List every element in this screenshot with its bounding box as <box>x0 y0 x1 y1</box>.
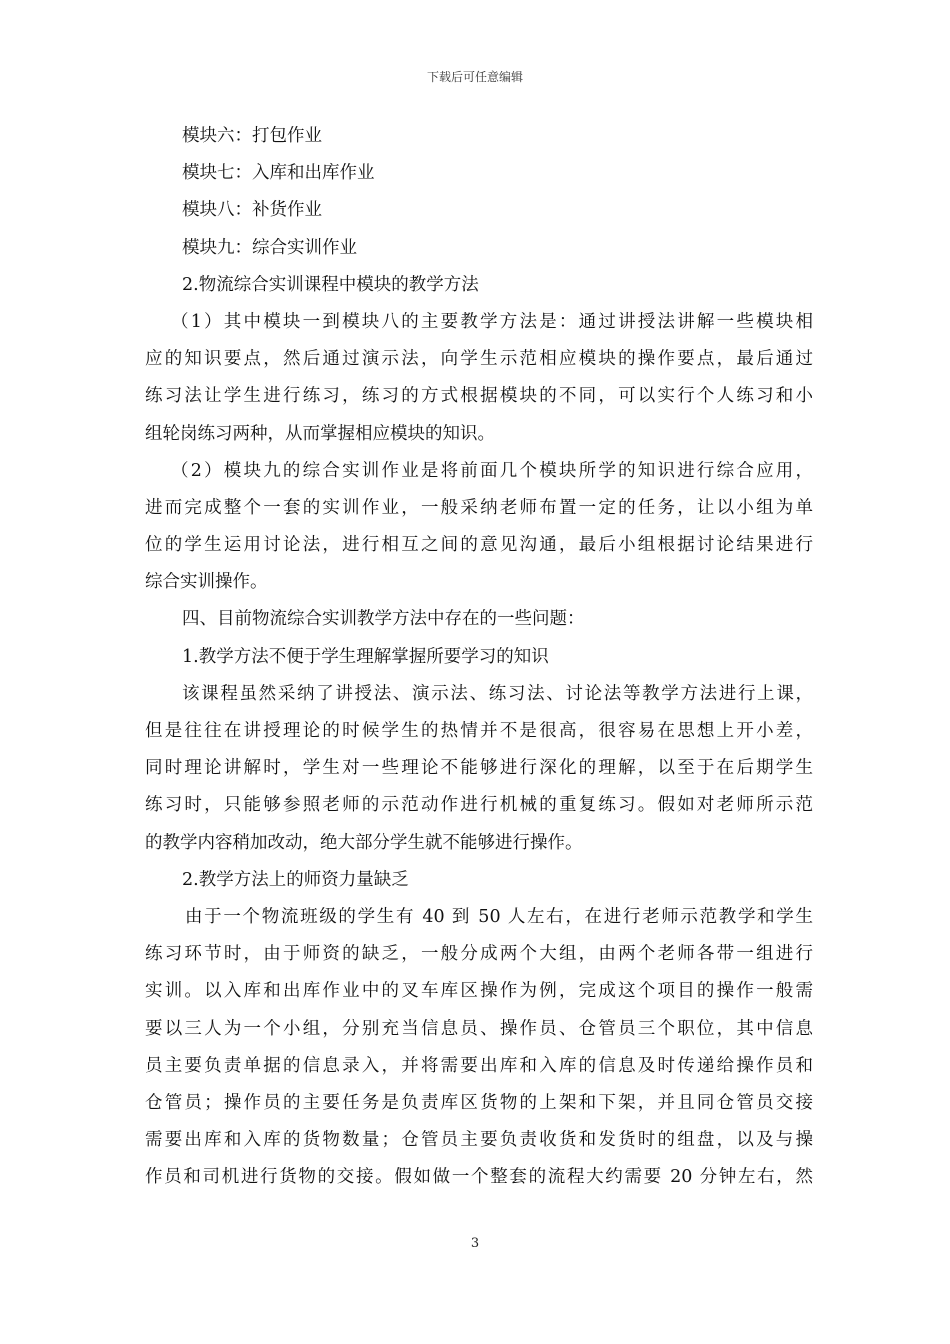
page-number: 3 <box>470 1236 480 1251</box>
page-header: 下载后可任意编辑 <box>426 70 523 84</box>
paragraph-line: 作员和司机进行货物的交接。假如做一个整套的流程大约需要 20 分钟左右，然 <box>145 1167 813 1188</box>
section-heading: 2.物流综合实训课程中模块的教学方法 <box>182 274 479 295</box>
paragraph-line: 练习环节时，由于师资的缺乏，一般分成两个大组，由两个老师各带一组进行 <box>145 944 813 965</box>
paragraph-line: 应的知识要点，然后通过演示法，向学生示范相应模块的操作要点，最后通过 <box>145 349 813 370</box>
paragraph-line: 但是往往在讲授理论的时候学生的热情并不是很高，很容易在思想上开小差， <box>145 721 813 741</box>
paragraph-line: 组轮岗练习两种，从而掌握相应模块的知识。 <box>145 423 495 444</box>
paragraph-line: 模块九：综合实训作业 <box>182 237 357 258</box>
paragraph-line: 练习时，只能够参照老师的示范动作进行机械的重复练习。假如对老师所示范 <box>145 795 813 816</box>
paragraph-line: 位的学生运用讨论法，进行相互之间的意见沟通，最后小组根据讨论结果进行 <box>145 535 813 556</box>
section-heading: 2.教学方法上的师资力量缺乏 <box>182 869 409 890</box>
document-body <box>145 118 813 1196</box>
paragraph-line: 进而完成整个一套的实训作业，一般采纳老师布置一定的任务，让以小组为单 <box>145 497 813 518</box>
paragraph-line: 仓管员；操作员的主要任务是负责库区货物的上架和下架，并且同仓管员交接 <box>145 1092 813 1113</box>
paragraph-line: 要以三人为一个小组，分别充当信息员、操作员、仓管员三个职位，其中信息 <box>145 1018 813 1039</box>
paragraph-line: 模块八：补货作业 <box>182 200 322 221</box>
paragraph-line: 练习法让学生进行练习，练习的方式根据模块的不同，可以实行个人练习和小 <box>145 386 813 407</box>
paragraph-line: 同时理论讲解时，学生对一些理论不能够进行深化的理解，以至于在后期学生 <box>145 758 813 779</box>
paragraph-line: 综合实训操作。 <box>145 572 268 593</box>
paragraph-line: （2）模块九的综合实训作业是将前面几个模块所学的知识进行综合应用， <box>171 460 813 481</box>
paragraph-line: 的教学内容稍加改动，绝大部分学生就不能够进行操作。 <box>145 832 583 853</box>
paragraph-line: 实训。以入库和出库作业中的叉车库区操作为例，完成这个项目的操作一般需 <box>145 981 813 1002</box>
section-heading: 四、目前物流综合实训教学方法中存在的一些问题： <box>182 609 585 630</box>
paragraph-line: 模块六：打包作业 <box>182 126 322 146</box>
paragraph-line: 该课程虽然采纳了讲授法、演示法、练习法、讨论法等教学方法进行上课， <box>182 683 813 704</box>
paragraph-line: 模块七：入库和出库作业 <box>182 163 375 184</box>
paragraph-line: 由于一个物流班级的学生有 40 到 50 人左右，在进行老师示范教学和学生 <box>185 906 813 927</box>
paragraph-line: 需要出库和入库的货物数量；仓管员主要负责收货和发货时的组盘，以及与操 <box>145 1130 813 1151</box>
section-heading: 1.教学方法不便于学生理解掌握所要学习的知识 <box>182 646 549 667</box>
paragraph-line: （1）其中模块一到模块八的主要教学方法是：通过讲授法讲解一些模块相 <box>171 311 813 332</box>
paragraph-line: 员主要负责单据的信息录入，并将需要出库和入库的信息及时传递给操作员和 <box>145 1055 813 1076</box>
